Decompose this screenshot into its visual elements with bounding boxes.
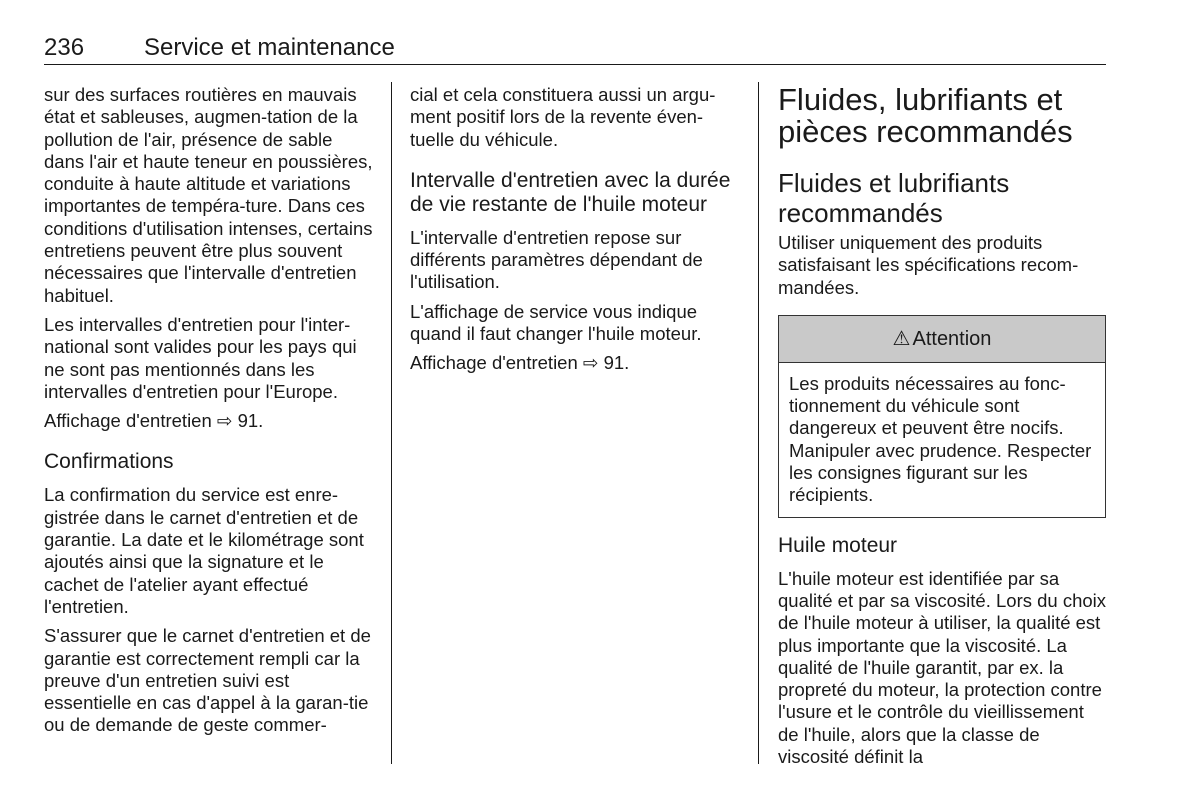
engine-oil-heading: Huile moteur [778,533,898,557]
sub-heading: Fluides et lubrifiants recommandés [778,168,1010,228]
paragraph: sur des surfaces routières en mauvais état et sableuses, augmen-tation de la pollution de l'air, présence de sable dans l'air et haute teneur en poussières, conduite à haute altitude et variations importantes de tempéra-ture. Dans ces conditions d'utilisation intenses, certains entretiens peuvent être plus souvent nécessaires que l'intervalle d'entretien habituel. [44,84,373,306]
paragraph: L'huile moteur est identifiée par sa qualité et par sa viscosité. Lors du choix de l'huile moteur à utiliser, la qualité est plus importante que la viscosité. La qualité de l'huile garantit, par ex. la propreté du moteur, la protection contre l'usure et le contrôle du vieillissement de l'huile, alors que la classe de viscosité définit la [778,567,1107,768]
column-divider [391,82,392,764]
warning-box [778,315,1106,518]
cross-reference-page: 91. [603,352,630,374]
cross-reference-page: 91. [237,410,264,432]
paragraph: S'assurer que le carnet d'entretien et de garantie est correctement rempli car la preuve d'un entretien suivi est essentielle en cas d'appel à la garan-tie ou de demande de geste commer- [44,625,371,736]
warning-triangle-icon: ⚠ [892,327,911,350]
cross-reference-text: Affichage d'entretien [44,410,212,432]
arrow-right-icon: ⇨ [216,410,233,432]
cross-reference-text: Affichage d'entretien [410,352,578,374]
column-1 [44,84,374,744]
paragraph: La confirmation du service est enre-gistrée dans le carnet d'entretien et de garantie. La date et le kilométrage sont ajoutés ainsi que la signature et le cachet de l'atelier ayant effectué l'entretien. [44,484,364,617]
warning-header [779,316,1105,363]
warning-title: Attention [912,327,992,350]
main-heading: Fluides, lubrifiants et pièces recommandés [778,82,1073,149]
cross-reference[interactable] [44,410,374,432]
column-2 [410,84,740,382]
page-header [44,34,1106,65]
paragraph: cial et cela constituera aussi un argu-ment positif lors de la revente éven-tuelle du véhicule. [410,84,716,150]
arrow-right-icon: ⇨ [582,352,599,374]
paragraph: Les intervalles d'entretien pour l'inter-national sont valides pour les pays qui ne sont pas mentionnés dans les intervalles d'entretien pour l'Europe. [44,313,357,402]
cross-reference[interactable] [410,352,740,374]
warning-body: Les produits nécessaires au fonc-tionnement du véhicule sont dangereux et peuvent être nocifs. Manipuler avec prudence. Respecter les consignes figurant sur les récipients. [789,372,1092,506]
confirmations-heading: Confirmations [44,450,174,474]
column-3 [778,84,1108,775]
paragraph: L'intervalle d'entretien repose sur différents paramètres dépendant de l'utilisation. [410,226,703,293]
service-interval-heading: Intervalle d'entretien avec la durée de vie restante de l'huile moteur [410,168,731,216]
page-number: 236 [44,34,85,61]
paragraph: L'affichage de service vous indique quand il faut changer l'huile moteur. [410,300,702,345]
paragraph: Utiliser uniquement des produits satisfaisant les spécifications recom-mandées. [778,232,1079,298]
column-divider [758,82,759,764]
section-title: Service et maintenance [144,34,395,61]
